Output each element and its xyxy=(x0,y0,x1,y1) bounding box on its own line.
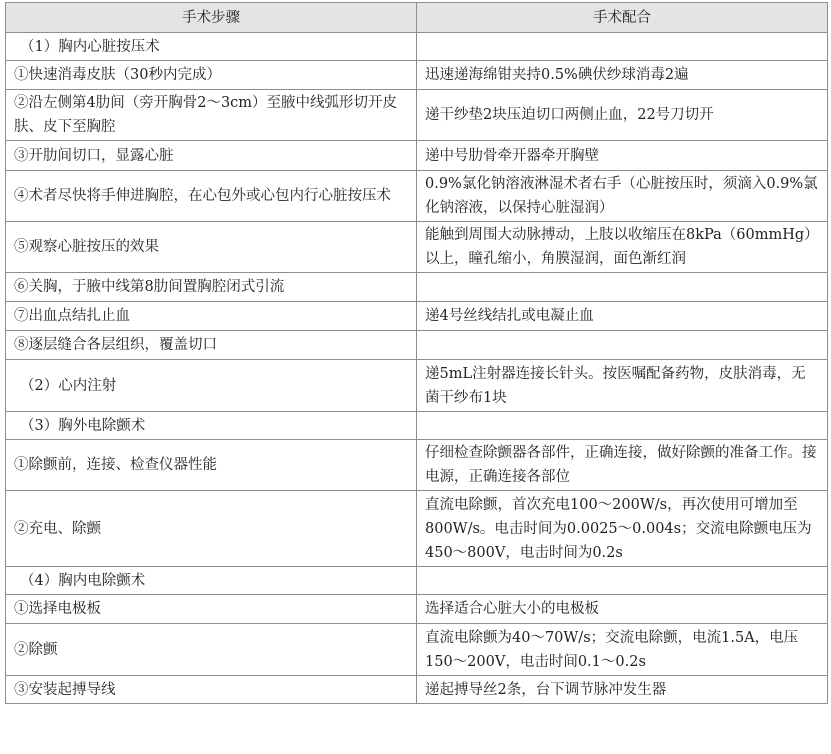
cooperation-cell: 能触到周围大动脉搏动，上肢以收缩压在8kPa（60mmHg）以上，瞳孔缩小，角膜湿润，面色渐红润 xyxy=(417,222,828,273)
cooperation-cell xyxy=(417,412,828,440)
cooperation-cell: 递干纱垫2块压迫切口两侧止血，22号刀切开 xyxy=(417,90,828,141)
step-cell: （2）心内注射 xyxy=(6,360,417,412)
table-row xyxy=(6,491,828,567)
step-cell: （1）胸内心脏按压术 xyxy=(6,33,417,61)
header-steps: 手术步骤 xyxy=(6,3,417,33)
table-row xyxy=(6,302,828,331)
step-cell: ⑧逐层缝合各层组织，覆盖切口 xyxy=(6,331,417,360)
cooperation-cell: 选择适合心脏大小的电极板 xyxy=(417,595,828,624)
step-cell: （3）胸外电除颤术 xyxy=(6,412,417,440)
step-cell: ⑤观察心脏按压的效果 xyxy=(6,222,417,273)
step-cell: ②充电、除颤 xyxy=(6,491,417,567)
table-row xyxy=(6,33,828,61)
table-row xyxy=(6,273,828,302)
table-row xyxy=(6,331,828,360)
cooperation-cell: 直流电除颤，首次充电100～200W/s，再次使用可增加至800W/s。电击时间为0.0025～0.004s；交流电除颤电压为450～800V，电击时间为0.2s xyxy=(417,491,828,567)
step-cell: ②除颤 xyxy=(6,624,417,676)
step-cell: ①除颤前，连接、检查仪器性能 xyxy=(6,440,417,491)
procedure-table xyxy=(5,2,828,704)
cooperation-cell: 递起搏导丝2条，台下调节脉冲发生器 xyxy=(417,676,828,704)
cooperation-cell xyxy=(417,33,828,61)
header-cooperation: 手术配合 xyxy=(417,3,828,33)
cooperation-cell: 0.9%氯化钠溶液淋湿术者右手（心脏按压时，须滴入0.9%氯化钠溶液，以保持心脏湿润） xyxy=(417,171,828,222)
table-row xyxy=(6,567,828,595)
step-cell: ①选择电极板 xyxy=(6,595,417,624)
table-row xyxy=(6,222,828,273)
cooperation-cell xyxy=(417,567,828,595)
cooperation-cell: 递5mL注射器连接长针头。按医嘱配备药物，皮肤消毒，无菌干纱布1块 xyxy=(417,360,828,412)
step-cell: ①快速消毒皮肤（30秒内完成） xyxy=(6,61,417,90)
cooperation-cell xyxy=(417,331,828,360)
table-row xyxy=(6,676,828,704)
step-cell: ③开肋间切口，显露心脏 xyxy=(6,141,417,171)
step-cell: （4）胸内电除颤术 xyxy=(6,567,417,595)
table-row xyxy=(6,171,828,222)
step-cell: ③安装起搏导线 xyxy=(6,676,417,704)
table-row xyxy=(6,90,828,141)
cooperation-cell: 仔细检查除颤器各部件，正确连接，做好除颤的准备工作。接电源，正确连接各部位 xyxy=(417,440,828,491)
table-row xyxy=(6,141,828,171)
cooperation-cell: 迅速递海绵钳夹持0.5%碘伏纱球消毒2遍 xyxy=(417,61,828,90)
table-header-row xyxy=(6,3,828,33)
step-cell: ⑦出血点结扎止血 xyxy=(6,302,417,331)
cooperation-cell: 递4号丝线结扎或电凝止血 xyxy=(417,302,828,331)
cooperation-cell: 递中号肋骨牵开器牵开胸壁 xyxy=(417,141,828,171)
table-row xyxy=(6,595,828,624)
table-row xyxy=(6,624,828,676)
step-cell: ②沿左侧第4肋间（旁开胸骨2～3cm）至腋中线弧形切开皮肤、皮下至胸腔 xyxy=(6,90,417,141)
table-row xyxy=(6,61,828,90)
step-cell: ⑥关胸，于腋中线第8肋间置胸腔闭式引流 xyxy=(6,273,417,302)
table-row xyxy=(6,440,828,491)
procedure-table-container xyxy=(5,2,827,704)
step-cell: ④术者尽快将手伸进胸腔，在心包外或心包内行心脏按压术 xyxy=(6,171,417,222)
cooperation-cell xyxy=(417,273,828,302)
cooperation-cell: 直流电除颤为40～70W/s；交流电除颤，电流1.5A，电压150～200V，电击时间0.1～0.2s xyxy=(417,624,828,676)
table-row xyxy=(6,412,828,440)
table-row xyxy=(6,360,828,412)
